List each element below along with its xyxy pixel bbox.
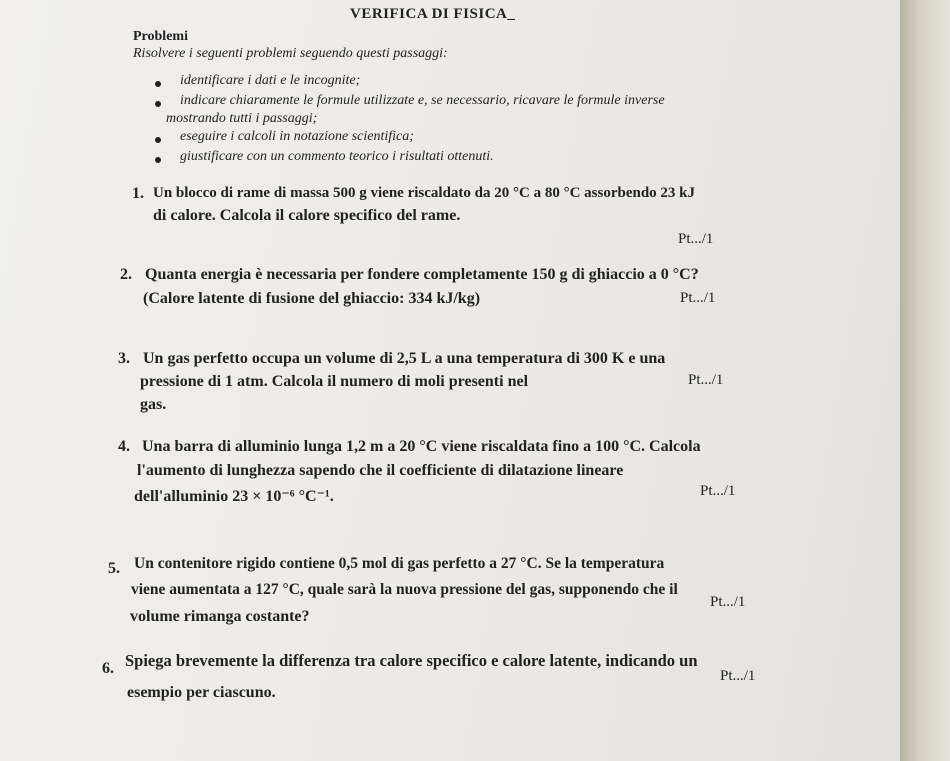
problem-text-line: Un blocco di rame di massa 500 g viene riscaldato da 20 °C a 80 °C assorbendo 23 kJ [153,185,696,201]
bullet-dot [155,81,161,87]
points-field: Pt.../1 [678,231,714,247]
problem-text-line: viene aumentata a 127 °C, quale sarà la nuova pressione del gas, supponendo che il [131,581,678,598]
bullet-dot [155,101,161,107]
problem-text-line: gas. [140,396,167,413]
step-item: eseguire i calcoli in notazione scientifica; [180,129,414,144]
problem-text-line: (Calore latente di fusione del ghiaccio: 334 kJ/kg) [143,290,481,307]
instructions-intro: Risolvere i seguenti problemi seguendo questi passaggi: [133,46,448,61]
step-item: giustificare con un commento teorico i risultati ottenuti. [180,149,494,164]
problem-text-line: dell'alluminio 23 × 10⁻⁶ °C⁻¹. [134,488,334,505]
problem-text-line: Spiega brevemente la differenza tra calore specifico e calore latente, indicando un [125,651,698,670]
points-field: Pt.../1 [688,372,724,388]
problem-number: 6. [102,660,114,677]
problem-number: 3. [118,350,130,367]
problem-text-line: di calore. Calcola il calore specifico del rame. [153,207,461,224]
problem-text-line: esempio per ciascuno. [127,684,276,701]
page-title: VERIFICA DI FISICA_ [350,6,516,22]
problem-number: 2. [120,266,132,283]
step-item-continuation: mostrando tutti i passaggi; [166,111,318,126]
points-field: Pt.../1 [700,483,736,499]
problem-text-line: l'aumento di lunghezza sapendo che il coefficiente di dilatazione lineare [137,462,624,479]
bullet-dot [155,137,161,143]
problem-text-line: pressione di 1 atm. Calcola il numero di moli presenti nel [140,373,529,390]
problem-text-line: Una barra di alluminio lunga 1,2 m a 20 °C viene riscaldata fino a 100 °C. Calcola [142,438,701,455]
step-item: identificare i dati e le incognite; [180,73,361,88]
bullet-dot [155,157,161,163]
points-field: Pt.../1 [710,594,746,610]
problem-number: 4. [118,438,130,455]
problem-number: 1. [132,185,144,202]
background-surface [900,0,950,761]
section-heading: Problemi [133,29,188,44]
problem-text-line: Un contenitore rigido contiene 0,5 mol di gas perfetto a 27 °C. Se la temperatura [134,555,665,572]
problem-text-line: Quanta energia è necessaria per fondere completamente 150 g di ghiaccio a 0 °C? [145,266,699,283]
points-field: Pt.../1 [680,290,716,306]
problem-text-line: volume rimanga costante? [130,608,310,625]
problem-number: 5. [108,560,120,577]
problem-text-line: Un gas perfetto occupa un volume di 2,5 L a una temperatura di 300 K e una [143,350,666,367]
points-field: Pt.../1 [720,668,756,684]
step-item: indicare chiaramente le formule utilizzate e, se necessario, ricavare le formule inverse [180,93,665,108]
